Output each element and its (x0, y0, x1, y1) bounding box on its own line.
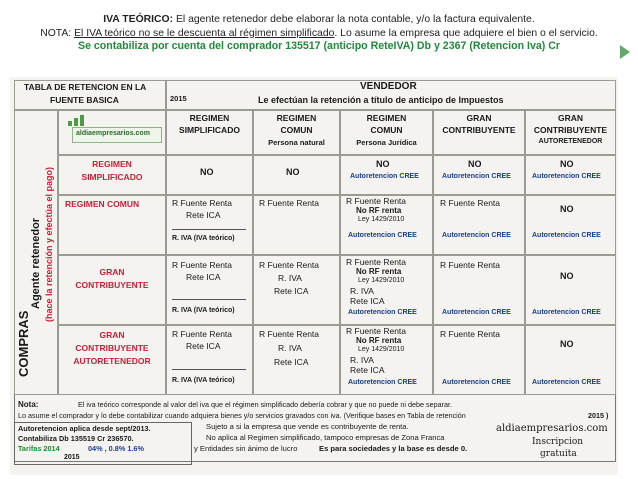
bottom-left-tarifas-values: 04% , 0.8% 1.6% (88, 444, 144, 453)
r2-c5-cree: Autoretencion CREE (532, 232, 601, 239)
next-arrow-icon[interactable] (620, 45, 630, 59)
col-3-l3: Persona Jurídica (356, 138, 417, 147)
row-4-l2: CONTRIBUYENTE (75, 343, 149, 353)
side-label-agente: Agente retenedor (30, 217, 42, 309)
r3-c1-ica: Rete ICA (186, 272, 221, 282)
r3-c3-rfuente: R Fuente Renta (346, 257, 407, 267)
row-4-l3: AUTORETENEDOR (73, 356, 151, 366)
col-5-l2: CONTRIBUYENTE (533, 125, 608, 135)
r2-c5-no: NO (560, 204, 574, 214)
bottom-mid-line-3b: Es para sociedades y la base es desde 0. (319, 444, 468, 453)
r1-c3-no: NO (376, 159, 390, 169)
r3-c3-riva: R. IVA (350, 286, 374, 296)
col-4-l2: CONTRIBUYENTE (442, 125, 516, 135)
r1-c3-cree: Autoretencion CREE (350, 173, 419, 180)
r4-c1-iva: R. IVA (IVA teórico) (172, 377, 235, 384)
col-1-l2: SIMPLIFICADO (179, 125, 240, 135)
r3-c2-rfuente: R Fuente Renta (259, 260, 320, 270)
row-4-l1: GRAN (99, 330, 125, 340)
corner-title-2: FUENTE BASICA (50, 95, 119, 105)
r4-c3-cree: Autoretencion CREE (348, 379, 417, 386)
r1-c5-cree: Autoretencion CREE (532, 173, 601, 180)
col-1-l1: REGIMEN (189, 113, 230, 123)
r1-c1-no: NO (200, 167, 214, 177)
r2-c1-divider (172, 229, 246, 230)
nota-year: 2015 ) (588, 411, 609, 420)
header-line-1 (0, 13, 638, 27)
r4-c3-ica: Rete ICA (350, 365, 385, 375)
r2-c3-norf: No RF renta (356, 206, 402, 215)
r3-c5-cree: Autoretencion CREE (532, 309, 601, 316)
col-2-l3: Persona natural (268, 138, 325, 147)
nota-line-1: El iva teórico corresponde al valor del iva que el régimen simplificado debería cobrar y que no puede ni debe separar. (78, 400, 452, 409)
col-3-l1: REGIMEN (366, 113, 407, 123)
r4-c2-riva: R. IVA (278, 343, 302, 353)
r3-c3-norf: No RF renta (356, 267, 402, 276)
nota-label: Nota: (18, 400, 39, 409)
header-line-3: Se contabiliza por cuenta del comprador 135517 (anticipo ReteIVA) Db y 2367 (Retencion Iva) Cr (78, 40, 560, 52)
corner-title-1: TABLA DE RETENCION EN LA (24, 82, 147, 92)
bottom-right-inscripcion: Inscripcion (532, 437, 584, 447)
row-header-3 (58, 255, 166, 325)
r1-c5-no: NO (560, 159, 574, 169)
r4-c3-riva: R. IVA (350, 355, 374, 365)
bottom-mid-line-3a: y Entidades sin ánimo de lucro (194, 444, 298, 453)
r4-c5-no: NO (560, 339, 574, 349)
col-2-l1: REGIMEN (276, 113, 317, 123)
nota-underlined: El IVA teórico no se le descuenta al régimen simplificado (74, 27, 335, 39)
vendedor-title: VENDEDOR (360, 81, 417, 92)
header-line-1-text: El agente retenedor debe elaborar la nota contable, y/o la factura equivalente. (173, 14, 535, 25)
r4-c4-rfuente: R Fuente Renta (440, 329, 501, 339)
bottom-left-line-2: Contabiliza Db 135519 Cr 236570. (18, 434, 134, 443)
row-2-l1: REGIMEN COMUN (65, 199, 140, 209)
r3-c5-no: NO (560, 271, 574, 281)
bottom-right-gratuita: gratuita (540, 449, 577, 459)
r4-c2-rfuente: R Fuente Renta (259, 329, 320, 339)
bottom-left-tarifas: Tarifas 2014 (18, 444, 60, 453)
year-label: 2015 (170, 94, 187, 103)
col-3-l2: COMUN (370, 125, 403, 135)
nota-prefix: NOTA: (40, 27, 75, 39)
r4-c3-ley: Ley 1429/2010 (358, 346, 405, 353)
row-3-l1: GRAN (99, 267, 125, 277)
r2-c1-ica: Rete ICA (186, 210, 221, 220)
r2-c1-iva: R. IVA (IVA teórico) (172, 235, 235, 242)
r1-c4-no: NO (468, 159, 482, 169)
nota-line-2: Lo asume el comprador y lo debe contabilizar cuando adquiera bienes y/o servicios gravados con iva. (Verifique bases en Tabla de retención (18, 411, 466, 420)
r3-c3-ley: Ley 1429/2010 (358, 277, 405, 284)
header-text (0, 0, 638, 54)
r1-c4-cree: Autoretencion CREE (442, 173, 511, 180)
r3-c2-ica: Rete ICA (274, 286, 309, 296)
r3-c1-divider (172, 299, 246, 300)
col-5-l1: GRAN (557, 113, 584, 123)
r2-c1-rfuente: R Fuente Renta (172, 198, 233, 208)
logo-badge (72, 127, 162, 143)
r3-c4-cree: Autoretencion CREE (442, 309, 511, 316)
r4-c3-norf: No RF renta (356, 336, 402, 345)
side-label-compras: COMPRAS (16, 310, 31, 377)
retention-table-image (10, 77, 618, 475)
bottom-left-year: 2015 (64, 454, 80, 461)
r2-c2-rfuente: R Fuente Renta (259, 198, 320, 208)
r4-c1-rfuente: R Fuente Renta (172, 329, 233, 339)
side-label-pago: (hace la retención y efectúa el pago) (44, 166, 54, 322)
col-2-l2: COMUN (280, 125, 313, 135)
r4-c1-divider (172, 369, 246, 370)
col-4-l1: GRAN (466, 113, 492, 123)
row-1-l1: REGIMEN (92, 159, 132, 169)
col-5-l3: AUTORETENEDOR (538, 138, 603, 145)
row-3-l2: CONTRIBUYENTE (75, 280, 149, 290)
r4-c1-ica: Rete ICA (186, 341, 221, 351)
r2-c3-cree: Autoretencion CREE (348, 232, 417, 239)
r3-c1-iva: R. IVA (IVA teórico) (172, 307, 235, 314)
vendedor-subtitle: Le efectúan la retención a título de anticipo de Impuestos (258, 95, 504, 105)
r2-c3-rfuente: R Fuente Renta (346, 196, 407, 206)
row-1-l2: SIMPLIFICADO (81, 172, 143, 182)
bottom-mid-line-2: No aplica al Regimen simplificado, tampoco empresas de Zona Franca (206, 433, 445, 442)
r4-c5-cree: Autoretencion CREE (532, 379, 601, 386)
r2-c4-rfuente: R Fuente Renta (440, 198, 501, 208)
iva-teorico-label: IVA TEÓRICO: (103, 14, 174, 25)
r3-c2-riva: R. IVA (278, 273, 302, 283)
r3-c1-rfuente: R Fuente Renta (172, 260, 233, 270)
logo-bars-icon (68, 114, 92, 126)
nota-rest: . Lo asume la empresa que adquiere el bien o el servicio. (334, 27, 598, 39)
bottom-left-line-1: Autoretencion aplica desde sept/2013. (18, 424, 151, 433)
r4-c3-rfuente: R Fuente Renta (346, 326, 407, 336)
bottom-mid-line-1: Sujeto a si la empresa que vende es contribuyente de renta. (206, 422, 409, 431)
r4-c4-cree: Autoretencion CREE (442, 379, 511, 386)
header-line-2 (0, 27, 638, 41)
logo-text: aldiaempresarios.com (76, 130, 150, 137)
r2-c4-cree: Autoretencion CREE (442, 232, 511, 239)
r1-c2-no: NO (286, 167, 300, 177)
r3-c3-ica: Rete ICA (350, 296, 385, 306)
r4-c2-ica: Rete ICA (274, 357, 309, 367)
bottom-right-site[interactable]: aldiaempresarios.com (496, 423, 608, 434)
r3-c3-cree: Autoretencion CREE (348, 309, 417, 316)
r2-c3-ley: Ley 1429/2010 (358, 216, 405, 223)
r3-c4-rfuente: R Fuente Renta (440, 260, 501, 270)
